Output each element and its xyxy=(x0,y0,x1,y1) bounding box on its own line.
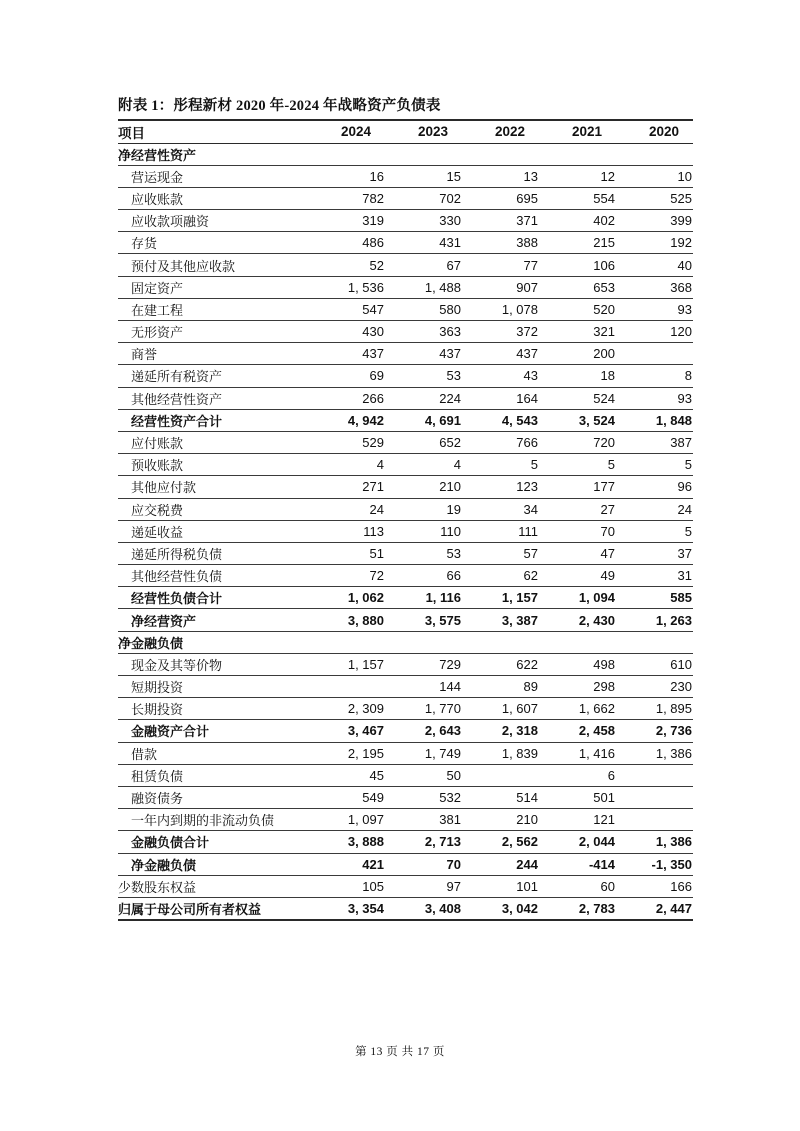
cell-value: 486 xyxy=(362,235,384,251)
cell-value: 2, 195 xyxy=(347,745,384,761)
row-label: 租赁负债 xyxy=(131,768,184,784)
cell-value: -1, 350 xyxy=(651,856,692,872)
table-row xyxy=(118,609,693,631)
table-row xyxy=(118,764,693,786)
cell-value: 3, 888 xyxy=(347,834,384,850)
cell-value: 524 xyxy=(593,390,615,406)
cell-value: 6 xyxy=(607,767,615,783)
cell-value: 57 xyxy=(523,545,538,561)
row-label: 金融负债合计 xyxy=(131,835,210,851)
cell-value: 101 xyxy=(516,878,538,894)
cell-value: 622 xyxy=(516,656,538,672)
cell-value: 520 xyxy=(593,301,615,317)
cell-value: 16 xyxy=(369,168,384,184)
cell-value: 97 xyxy=(446,878,461,894)
cell-value: 50 xyxy=(446,767,461,783)
cell-value: 4, 942 xyxy=(347,412,384,428)
table-row xyxy=(118,321,693,343)
cell-value xyxy=(385,143,462,165)
table-row xyxy=(118,853,693,875)
row-label: 应收款项融资 xyxy=(131,214,210,230)
row-label: 存货 xyxy=(131,236,158,252)
cell-value xyxy=(308,631,385,653)
cell-value: 695 xyxy=(516,190,538,206)
table-row xyxy=(118,742,693,764)
column-header-year: 2020 xyxy=(648,124,679,140)
cell-value xyxy=(385,631,462,653)
table-row xyxy=(118,809,693,831)
cell-value: 120 xyxy=(670,324,692,340)
cell-value: 3, 408 xyxy=(424,900,461,916)
cell-value: 1, 488 xyxy=(424,279,461,295)
cell-value: 363 xyxy=(439,324,461,340)
cell-value: 549 xyxy=(362,790,384,806)
cell-value: 1, 536 xyxy=(347,279,384,295)
cell-value: 532 xyxy=(439,790,461,806)
table-row xyxy=(118,409,693,431)
row-label: 现金及其等价物 xyxy=(131,657,223,673)
cell-value: 77 xyxy=(523,257,538,273)
table-body xyxy=(118,143,693,920)
cell-value: 2, 318 xyxy=(501,723,538,739)
cell-value: 372 xyxy=(516,324,538,340)
row-label: 归属于母公司所有者权益 xyxy=(118,901,262,917)
cell-value: 51 xyxy=(369,545,384,561)
cell-value: 13 xyxy=(523,168,538,184)
cell-value: 387 xyxy=(670,435,692,451)
cell-value: 1, 157 xyxy=(347,656,384,672)
cell-value: 111 xyxy=(518,523,538,539)
cell-value: 525 xyxy=(670,190,692,206)
cell-value: 1, 662 xyxy=(578,701,615,717)
row-label: 净经营性资产 xyxy=(118,147,197,163)
cell-value: 1, 116 xyxy=(425,590,461,606)
cell-value: 1, 386 xyxy=(655,834,692,850)
column-header-item: 项目 xyxy=(118,125,145,141)
table-row xyxy=(118,786,693,808)
cell-value: 70 xyxy=(446,856,461,872)
cell-value: 224 xyxy=(439,390,461,406)
cell-value: 580 xyxy=(439,301,461,317)
cell-value: 66 xyxy=(446,568,461,584)
cell-value: 67 xyxy=(446,257,461,273)
cell-value: 230 xyxy=(670,679,692,695)
table-row xyxy=(118,298,693,320)
cell-value: 121 xyxy=(593,812,615,828)
row-label: 融资债务 xyxy=(131,791,184,807)
cell-value: 1, 749 xyxy=(424,745,461,761)
row-label: 预付及其他应收款 xyxy=(131,258,236,274)
cell-value: 2, 562 xyxy=(501,834,538,850)
row-label: 短期投资 xyxy=(131,680,184,696)
cell-value: 4 xyxy=(376,457,384,473)
cell-value: 371 xyxy=(516,213,538,229)
row-label: 长期投资 xyxy=(131,702,184,718)
cell-value: 321 xyxy=(593,324,615,340)
cell-value: 399 xyxy=(670,213,692,229)
cell-value: 15 xyxy=(446,168,461,184)
cell-value: 4, 691 xyxy=(424,412,461,428)
table-row xyxy=(118,897,693,919)
cell-value: 8 xyxy=(684,368,692,384)
cell-value: 210 xyxy=(439,479,461,495)
cell-value: 89 xyxy=(523,679,538,695)
cell-value xyxy=(308,676,385,698)
row-label: 商誉 xyxy=(131,347,158,363)
cell-value: 40 xyxy=(677,257,692,273)
cell-value: 70 xyxy=(600,523,615,539)
cell-value: 192 xyxy=(670,235,692,251)
cell-value: 69 xyxy=(369,368,384,384)
cell-value: 330 xyxy=(439,213,461,229)
cell-value: 368 xyxy=(670,279,692,295)
row-label: 少数股东权益 xyxy=(118,879,197,895)
cell-value xyxy=(616,343,693,365)
table-row xyxy=(118,210,693,232)
cell-value: 652 xyxy=(439,435,461,451)
column-header-year: 2023 xyxy=(417,124,448,140)
cell-value: 1, 078 xyxy=(501,301,538,317)
cell-value: 514 xyxy=(516,790,538,806)
cell-value: 2, 713 xyxy=(424,834,461,850)
cell-value: 93 xyxy=(677,390,692,406)
cell-value: 782 xyxy=(362,190,384,206)
row-label: 其他经营性资产 xyxy=(131,391,223,407)
row-label: 固定资产 xyxy=(131,280,184,296)
cell-value: 1, 263 xyxy=(655,612,692,628)
table-row xyxy=(118,387,693,409)
cell-value: 729 xyxy=(439,656,461,672)
cell-value: 498 xyxy=(593,656,615,672)
cell-value: 3, 387 xyxy=(501,612,538,628)
cell-value: 2, 458 xyxy=(578,723,615,739)
cell-value: 215 xyxy=(593,235,615,251)
cell-value: 52 xyxy=(369,257,384,273)
cell-value: 62 xyxy=(523,568,538,584)
cell-value xyxy=(308,143,385,165)
table-row xyxy=(118,565,693,587)
cell-value: 1, 839 xyxy=(501,745,538,761)
table-row xyxy=(118,454,693,476)
table-row xyxy=(118,143,693,165)
column-header-year: 2021 xyxy=(571,124,602,140)
document-body xyxy=(118,96,694,921)
row-label: 经营性资产合计 xyxy=(131,413,223,429)
table-row xyxy=(118,431,693,453)
cell-value: 53 xyxy=(446,368,461,384)
row-label: 经营性负债合计 xyxy=(131,591,223,607)
cell-value: 1, 848 xyxy=(655,412,692,428)
table-row xyxy=(118,520,693,542)
table-row xyxy=(118,365,693,387)
cell-value: 266 xyxy=(362,390,384,406)
cell-value: 37 xyxy=(677,545,692,561)
table-row xyxy=(118,276,693,298)
cell-value: 437 xyxy=(362,346,384,362)
cell-value: 49 xyxy=(600,568,615,584)
table-row xyxy=(118,232,693,254)
row-label: 应交税费 xyxy=(131,502,184,518)
cell-value xyxy=(616,631,693,653)
cell-value: 164 xyxy=(516,390,538,406)
cell-value: 10 xyxy=(677,168,692,184)
table-row xyxy=(118,476,693,498)
cell-value: 5 xyxy=(530,457,538,473)
row-label: 应付账款 xyxy=(131,436,184,452)
table-row xyxy=(118,631,693,653)
table-row xyxy=(118,187,693,209)
cell-value: 1, 157 xyxy=(501,590,538,606)
balance-sheet-table xyxy=(118,119,693,921)
cell-value: 53 xyxy=(446,545,461,561)
cell-value: 5 xyxy=(684,523,692,539)
cell-value: -414 xyxy=(588,856,615,872)
cell-value: 34 xyxy=(523,501,538,517)
cell-value: 501 xyxy=(593,790,615,806)
cell-value xyxy=(616,764,693,786)
cell-value: 1, 097 xyxy=(347,812,384,828)
cell-value: 24 xyxy=(677,501,692,517)
cell-value: 2, 447 xyxy=(655,900,692,916)
cell-value: 113 xyxy=(363,523,384,539)
cell-value: 19 xyxy=(446,501,461,517)
table-row xyxy=(118,720,693,742)
cell-value xyxy=(462,764,539,786)
cell-value: 2, 736 xyxy=(655,723,692,739)
cell-value: 123 xyxy=(516,479,538,495)
cell-value: 271 xyxy=(362,479,384,495)
cell-value: 529 xyxy=(362,435,384,451)
row-label: 应收账款 xyxy=(131,191,184,207)
cell-value: 31 xyxy=(677,568,692,584)
cell-value: 5 xyxy=(684,457,692,473)
table-row xyxy=(118,498,693,520)
cell-value: 1, 607 xyxy=(501,701,538,717)
cell-value: 200 xyxy=(593,346,615,362)
cell-value xyxy=(539,143,616,165)
table-header xyxy=(118,120,693,143)
cell-value: 554 xyxy=(593,190,615,206)
cell-value: 430 xyxy=(362,324,384,340)
cell-value: 1, 895 xyxy=(655,701,692,717)
cell-value: 653 xyxy=(593,279,615,295)
cell-value: 421 xyxy=(362,856,384,872)
row-label: 递延所得税负债 xyxy=(131,546,223,562)
cell-value: 1, 416 xyxy=(578,745,615,761)
cell-value: 1, 770 xyxy=(424,701,461,717)
cell-value: 1, 062 xyxy=(347,590,384,606)
cell-value: 4 xyxy=(453,457,461,473)
row-label: 净金融负债 xyxy=(131,857,197,873)
cell-value: 5 xyxy=(607,457,615,473)
row-label: 递延所有税资产 xyxy=(131,369,223,385)
row-label: 在建工程 xyxy=(131,302,184,318)
cell-value: 4, 543 xyxy=(501,412,538,428)
column-header-year: 2022 xyxy=(494,124,525,140)
cell-value: 24 xyxy=(369,501,384,517)
cell-value: 319 xyxy=(362,213,384,229)
row-label: 金融资产合计 xyxy=(131,724,210,740)
cell-value: 93 xyxy=(677,301,692,317)
cell-value: 907 xyxy=(516,279,538,295)
cell-value xyxy=(539,631,616,653)
cell-value: 1, 094 xyxy=(578,590,615,606)
cell-value: 437 xyxy=(516,346,538,362)
cell-value xyxy=(462,143,539,165)
cell-value: 2, 309 xyxy=(347,701,384,717)
cell-value: 437 xyxy=(439,346,461,362)
cell-value: 402 xyxy=(593,213,615,229)
cell-value: 47 xyxy=(600,545,615,561)
column-header-year: 2024 xyxy=(340,124,371,140)
cell-value: 585 xyxy=(670,590,692,606)
cell-value xyxy=(616,786,693,808)
row-label: 无形资产 xyxy=(131,325,184,341)
row-label: 净金融负债 xyxy=(118,635,184,651)
cell-value: 2, 783 xyxy=(578,900,615,916)
page-number-footer: 第 13 页 共 17 页 xyxy=(355,1046,445,1058)
cell-value: 106 xyxy=(593,257,615,273)
cell-value: 702 xyxy=(439,190,461,206)
cell-value: 43 xyxy=(523,368,538,384)
cell-value xyxy=(616,143,693,165)
table-title: 附表 1：彤程新材 2020 年-2024 年战略资产负债表 xyxy=(118,98,441,114)
cell-value: 298 xyxy=(593,679,615,695)
cell-value: 96 xyxy=(677,479,692,495)
cell-value: 2, 643 xyxy=(424,723,461,739)
table-row xyxy=(118,343,693,365)
cell-value: 3, 524 xyxy=(578,412,615,428)
table-header-row xyxy=(118,120,693,143)
cell-value: 45 xyxy=(369,767,384,783)
cell-value: 547 xyxy=(362,301,384,317)
row-label: 其他经营性负债 xyxy=(131,569,223,585)
table-row xyxy=(118,165,693,187)
row-label: 其他应付款 xyxy=(131,480,197,496)
cell-value: 2, 044 xyxy=(578,834,615,850)
cell-value: 72 xyxy=(369,568,384,584)
row-label: 借款 xyxy=(131,746,158,762)
cell-value: 610 xyxy=(670,656,692,672)
cell-value: 3, 354 xyxy=(347,900,384,916)
cell-value: 1, 386 xyxy=(655,745,692,761)
table-row xyxy=(118,254,693,276)
table-row xyxy=(118,542,693,564)
cell-value: 60 xyxy=(600,878,615,894)
cell-value: 3, 575 xyxy=(424,612,461,628)
cell-value: 210 xyxy=(516,812,538,828)
table-row xyxy=(118,831,693,853)
cell-value: 3, 467 xyxy=(347,723,384,739)
cell-value: 166 xyxy=(670,878,692,894)
cell-value: 18 xyxy=(600,368,615,384)
cell-value: 27 xyxy=(600,501,615,517)
cell-value xyxy=(462,631,539,653)
cell-value: 2, 430 xyxy=(578,612,615,628)
table-row xyxy=(118,587,693,609)
table-row xyxy=(118,698,693,720)
row-label: 净经营资产 xyxy=(131,613,197,629)
row-label: 一年内到期的非流动负债 xyxy=(131,813,275,829)
table-row xyxy=(118,653,693,675)
cell-value: 110 xyxy=(440,523,461,539)
cell-value: 244 xyxy=(516,856,538,872)
row-label: 预收账款 xyxy=(131,458,184,474)
cell-value: 431 xyxy=(439,235,461,251)
row-label: 营运现金 xyxy=(131,169,184,185)
table-row xyxy=(118,875,693,897)
cell-value: 720 xyxy=(593,435,615,451)
cell-value: 105 xyxy=(362,878,384,894)
cell-value: 381 xyxy=(439,812,461,828)
cell-value: 177 xyxy=(593,479,615,495)
row-label: 递延收益 xyxy=(131,524,184,540)
cell-value: 3, 042 xyxy=(501,900,538,916)
cell-value: 12 xyxy=(600,168,615,184)
cell-value: 388 xyxy=(516,235,538,251)
table-row xyxy=(118,676,693,698)
cell-value xyxy=(616,809,693,831)
cell-value: 766 xyxy=(516,435,538,451)
cell-value: 3, 880 xyxy=(347,612,384,628)
cell-value: 144 xyxy=(439,679,461,695)
